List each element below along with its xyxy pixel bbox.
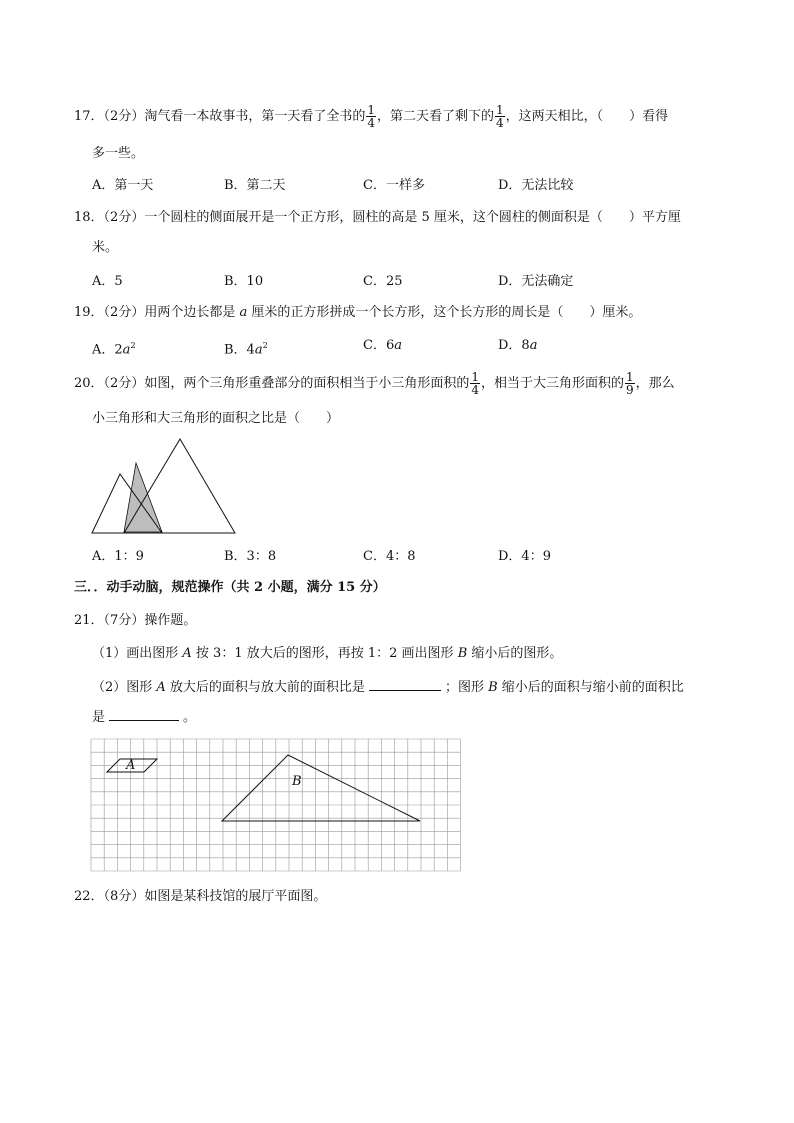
- triangle-b: [222, 755, 420, 821]
- question-number: 20．: [74, 376, 104, 391]
- q21-line1: 21．（7分）操作题。: [74, 613, 197, 628]
- q21-sub2: （2）图形 A 放大后的面积与放大前的面积比是 ；图形 B 缩小后的面积与缩小前的面积比: [92, 676, 684, 698]
- option-b[interactable]: B．第二天: [224, 178, 286, 193]
- question-number: 19．: [74, 305, 104, 320]
- question-number: 18．: [74, 210, 104, 225]
- question-score: （7分）: [103, 613, 145, 628]
- option-c[interactable]: C．25: [363, 274, 403, 289]
- q17-line2: 多一些。: [92, 146, 145, 161]
- option-d[interactable]: D．无法比较: [498, 178, 574, 193]
- q20-line1: 20．（2分）如图，两个三角形重叠部分的面积相当于小三角形面积的 $\frac{1}{4}$ ，相当于大三角形面积的 $\frac{1}{9}$ ，那么: [74, 370, 675, 397]
- question-score: （2分）: [103, 305, 145, 320]
- question-score: （2分）: [103, 376, 145, 391]
- option-d[interactable]: D．无法确定: [498, 274, 574, 289]
- question-number: 17．: [74, 109, 104, 124]
- option-c[interactable]: C．6a: [363, 338, 402, 353]
- q22-line1: 22．（8分）如图是某科技馆的展厅平面图。: [74, 889, 327, 904]
- option-a[interactable]: A．1：9: [92, 549, 144, 564]
- fraction: $\frac{1}{9}$: [626, 370, 634, 397]
- q18-line2: 米。: [92, 240, 119, 255]
- question-score: （2分）: [103, 109, 145, 124]
- answer-blank[interactable]: [109, 706, 179, 721]
- option-d[interactable]: D．8a: [498, 338, 538, 353]
- question-score: （8分）: [103, 889, 145, 904]
- option-b[interactable]: B．$4a^2$: [224, 341, 268, 358]
- option-b[interactable]: B．3：8: [224, 549, 277, 564]
- option-a[interactable]: A．第一天: [92, 178, 154, 193]
- fraction: $\frac{1}{4}$: [367, 103, 375, 130]
- option-c[interactable]: C．一样多: [363, 178, 425, 193]
- q17-line1: 17．（2分）淘气看一本故事书，第一天看了全书的 $\frac{1}{4}$ ，第二天看了剩下的 $\frac{1}{4}$ ，这两天相比，（ ）看得: [74, 103, 669, 130]
- answer-blank[interactable]: [369, 676, 441, 691]
- overlap-shaded-region: [124, 463, 162, 532]
- option-d[interactable]: D．4：9: [498, 549, 551, 564]
- q21-sub1: （1）画出图形 A 按 3：1 放大后的图形，再按 1：2 画出图形 B 缩小后的图形。: [92, 646, 563, 661]
- fraction: $\frac{1}{4}$: [471, 370, 479, 397]
- q21-sub2-cont: 是 。: [92, 706, 196, 728]
- label-b: B: [292, 774, 302, 789]
- question-number: 22．: [74, 889, 104, 904]
- option-a[interactable]: A．$2a^2$: [92, 341, 136, 358]
- q19-line1: 19．（2分）用两个边长都是 a 厘米的正方形拼成一个长方形，这个长方形的周长是（ ）厘米。: [74, 305, 642, 320]
- grid-figure: [90, 738, 470, 873]
- fraction: $\frac{1}{4}$: [496, 103, 504, 130]
- q20-line2: 小三角形和大三角形的面积之比是（ ）: [92, 411, 340, 426]
- option-c[interactable]: C．4：8: [363, 549, 416, 564]
- question-number: 21．: [74, 613, 104, 628]
- label-a: A: [126, 758, 136, 773]
- option-a[interactable]: A．5: [92, 274, 123, 289]
- section-title: 三．．动手动脑，规范操作（共 2 小题，满分 15 分）: [74, 580, 386, 595]
- option-b[interactable]: B．10: [224, 274, 264, 289]
- q18-line1: 18．（2分）一个圆柱的侧面展开是一个正方形，圆柱的高是 5 厘米，这个圆柱的侧面积是（ ）平方厘: [74, 210, 681, 225]
- triangles-figure: [88, 435, 240, 537]
- question-score: （2分）: [103, 210, 145, 225]
